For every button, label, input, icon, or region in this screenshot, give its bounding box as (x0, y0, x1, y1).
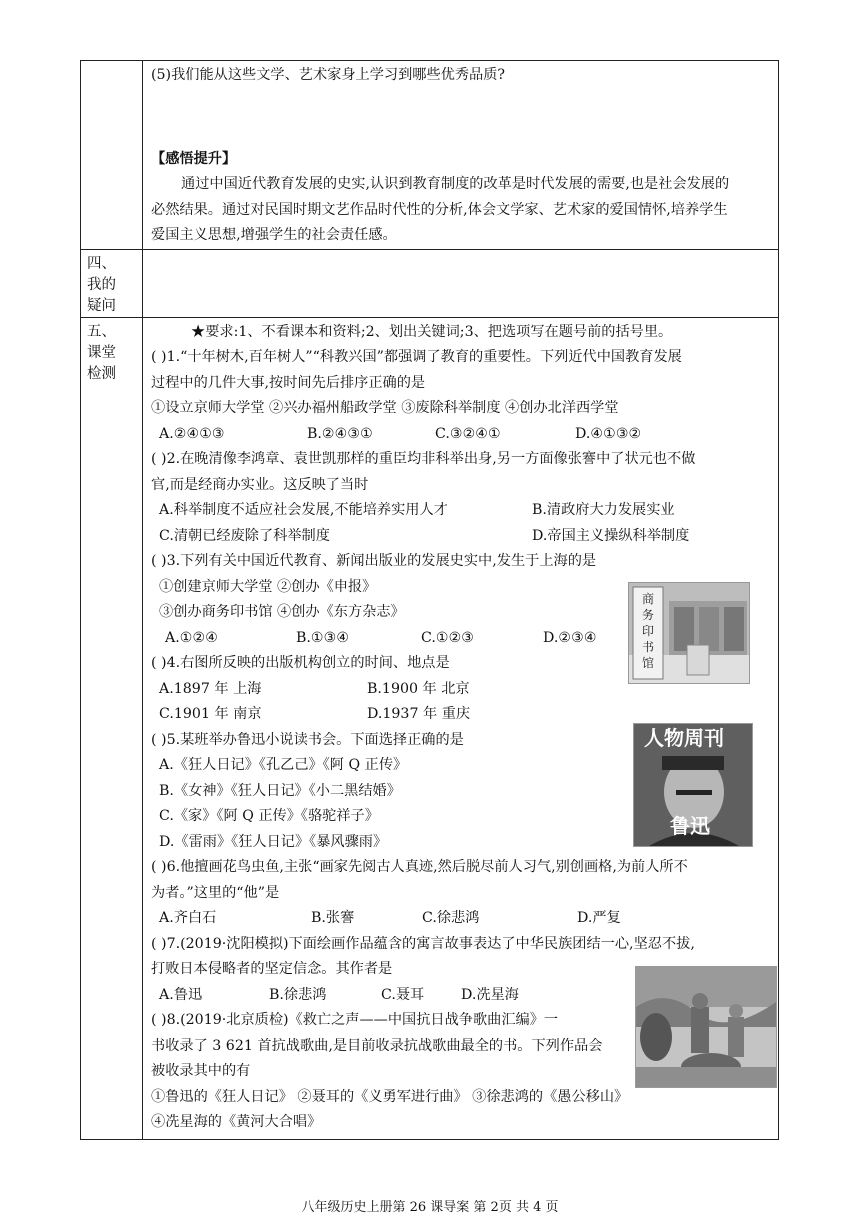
bookstore-sign-text: 商务印书馆 (641, 591, 654, 670)
class-test-cell (143, 317, 779, 1139)
empty-label-cell (81, 61, 143, 250)
q5-option-c: C.《家》《阿 Q 正传》《骆驼祥子》 (159, 808, 379, 824)
q1-items: ①设立京师大学堂 ②兴办福州船政学堂 ③废除科举制度 ④创办北洋西学堂 (151, 400, 619, 416)
insight-line-2: 必然结果。通过对民国时期文艺作品时代性的分析,体会文学家、艺术家的爱国情怀,培养学生 (151, 201, 728, 218)
reflection-cell (143, 61, 779, 250)
magazine-title: 人物周刊 (644, 725, 724, 750)
q5-option-a: A.《狂人日记》《孔乙己》《阿 Q 正传》 (159, 757, 408, 773)
q2-options-row2: C.清朝已经废除了科举制度 D.帝国主义操纵科举制度 (159, 527, 690, 544)
magazine-cover (633, 723, 753, 847)
q2-options-row1: A.科举制度不适应社会发展,不能培养实用人才 B.清政府大力发展实业 (159, 502, 675, 518)
row-class-test (81, 317, 779, 1139)
q1-line-2: 过程中的几件大事,按时间先后排序正确的是 (151, 374, 426, 391)
q8-line-1: ( )8.(2019·北京质检)《救亡之声——中国抗日战争歌曲汇编》一 (151, 1012, 559, 1028)
q5-option-d: D.《雷雨》《狂人日记》《暴风骤雨》 (159, 833, 388, 850)
q8-line-3: 被收录其中的有 (151, 1063, 251, 1079)
q4-options-row1: A.1897 年 上海 B.1900 年 北京 (159, 680, 470, 697)
q7-options: A.鲁迅 B.徐悲鸿 C.聂耳 D.冼星海 (159, 986, 519, 1003)
painting-art (636, 967, 776, 1087)
bookstore-photo (628, 582, 750, 684)
q6-line-2: 为者。”这里的“他”是 (151, 884, 280, 901)
painting-image (635, 966, 777, 1088)
worksheet-table (80, 60, 779, 1140)
q1-line-1: ( )1.“十年树木,百年树人”“科教兴国”都强调了教育的重要性。下列近代中国教育发展 (151, 349, 682, 365)
q2-line-2: 官,而是经商办实业。这反映了当时 (151, 476, 369, 493)
q3-line-1: ( )3.下列有关中国近代教育、新闻出版业的发展史实中,发生于上海的是 (151, 553, 597, 569)
q4-line-1: ( )4.右图所反映的出版机构创立的时间、地点是 (151, 655, 450, 671)
q4-options-row2: C.1901 年 南京 D.1937 年 重庆 (159, 706, 471, 722)
q8-items-2: ④冼星海的《黄河大合唱》 (151, 1114, 322, 1130)
row-reflection (81, 61, 779, 250)
q8-items-1: ①鲁迅的《狂人日记》 ②聂耳的《义勇军进行曲》 ③徐悲鸿的《愚公移山》 (151, 1088, 629, 1105)
insight-line-1: 通过中国近代教育发展的史实,认识到教育制度的改革是时代发展的需要,也是社会发展的 (181, 176, 730, 192)
q6-line-1: ( )6.他擅画花鸟虫鱼,主张“画家先阅古人真迹,然后脱尽前人习气,别创画格,为前人所不 (151, 859, 688, 875)
insight-heading: 【感悟提升】 (151, 150, 237, 167)
label-my-questions: 四、 我的 疑问 (81, 249, 143, 317)
q3-items-1: ①创建京师大学堂 ②创办《申报》 (159, 578, 377, 595)
q3-items-2: ③创办商务印书馆 ④创办《东方杂志》 (159, 604, 405, 620)
insight-line-3: 爱国主义思想,增强学生的社会责任感。 (151, 227, 397, 243)
my-questions-cell (143, 249, 779, 317)
q3-options: A.①②④ B.①③④ C.①②③ D.②③④ (165, 629, 597, 646)
q6-options: A.齐白石 B.张謇 C.徐悲鸿 D.严复 (159, 910, 621, 926)
q1-options: A.②④①③ B.②④③① C.③②④① D.④①③② (159, 425, 642, 442)
q7-line-2: 打败日本侵略者的坚定信念。其作者是 (151, 961, 393, 977)
q5-line-1: ( )5.某班举办鲁迅小说读书会。下面选择正确的是 (151, 731, 464, 748)
q5-option-b: B.《女神》《狂人日记》《小二黑结婚》 (159, 782, 401, 799)
label-class-test: 五、 课堂 检测 (81, 317, 143, 1139)
answer-space (151, 89, 770, 147)
row-questions (81, 249, 779, 317)
requirement-line: ★要求:1、不看课本和资料;2、划出关键词;3、把选项写在题号前的括号里。 (191, 323, 673, 340)
question-5: (5)我们能从这些文学、艺术家身上学习到哪些优秀品质? (151, 67, 506, 83)
q7-line-1: ( )7.(2019·沈阳模拟)下面绘画作品蕴含的寓言故事表达了中华民族团结一心,坚忍不拔, (151, 935, 695, 952)
magazine-name: 鲁迅 (670, 813, 710, 838)
q2-line-1: ( )2.在晚清像李鸿章、袁世凯那样的重臣均非科举出身,另一方面像张謇中了状元也不做 (151, 451, 696, 467)
page-footer: 八年级历史上册第 26 课导案 第 2页 共 4 页 (301, 1200, 559, 1215)
q8-line-2: 书收录了 3 621 首抗战歌曲,是目前收录抗战歌曲最全的书。下列作品会 (151, 1037, 603, 1054)
